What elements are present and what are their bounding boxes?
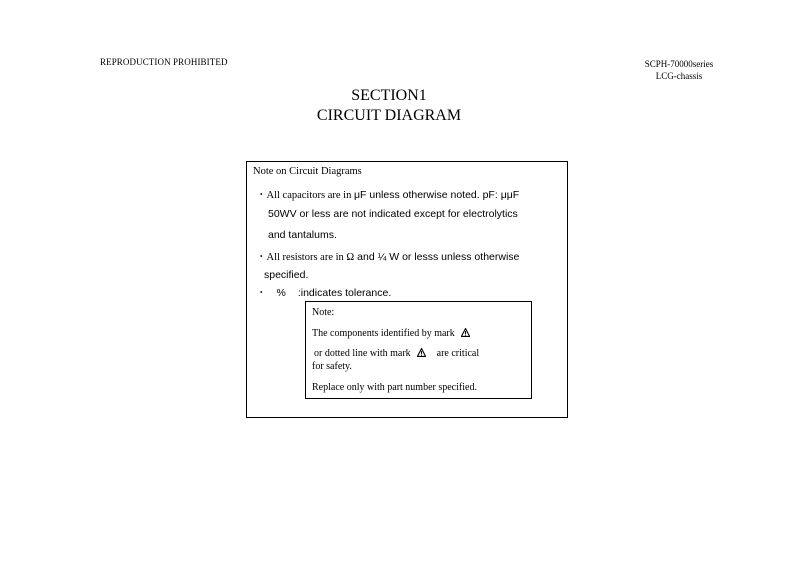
tolerance-symbol: % xyxy=(276,287,286,299)
safety-note-title: Note: xyxy=(312,307,335,318)
cap-unit: μF xyxy=(353,189,367,201)
notes-title: Note on Circuit Diagrams xyxy=(253,166,362,177)
bullet: ・ xyxy=(256,190,267,201)
tolerance-text: :indicates tolerance. xyxy=(297,287,392,299)
model-series: SCPH-70000series xyxy=(644,59,714,69)
cap-text-a: All capacitors are in xyxy=(266,190,354,201)
safety-note-line3: for safety. xyxy=(312,361,352,372)
cap-text-b: unless otherwise noted. pF: xyxy=(366,189,501,201)
tolerance-note xyxy=(256,285,391,300)
model-info xyxy=(640,58,718,82)
res-text-a: All resistors are in xyxy=(266,252,347,263)
safety-note-line2: or dotted line with mark are critical xyxy=(314,348,480,359)
cap-unit-2: μμF xyxy=(500,189,520,201)
res-text-b: and ¼ W or lesss unless otherwise xyxy=(354,251,520,263)
capacitor-note-line2: 50WV or less are not indicated except for electrolytics xyxy=(268,208,518,220)
bullet: ・ xyxy=(256,288,267,299)
reproduction-notice: REPRODUCTION PROHIBITED xyxy=(100,57,228,67)
warning-triangle-icon xyxy=(461,328,470,337)
safety-note-line4: Replace only with part number specified. xyxy=(312,382,477,393)
resistor-note-line2: specified. xyxy=(264,269,309,281)
section-title xyxy=(0,86,778,126)
section-number: SECTION1 xyxy=(351,87,427,104)
res-unit: Ω xyxy=(346,252,355,263)
warning-triangle-icon xyxy=(417,348,426,357)
bullet: ・ xyxy=(256,252,267,263)
section-heading: CIRCUIT DIAGRAM xyxy=(316,107,462,124)
safety-note-line1: The components identified by mark xyxy=(312,328,470,339)
chassis-name: LCG-chassis xyxy=(655,71,703,81)
capacitor-note-line1 xyxy=(256,187,519,202)
capacitor-note-line3: and tantalums. xyxy=(268,229,337,241)
resistor-note-line1 xyxy=(256,249,519,264)
